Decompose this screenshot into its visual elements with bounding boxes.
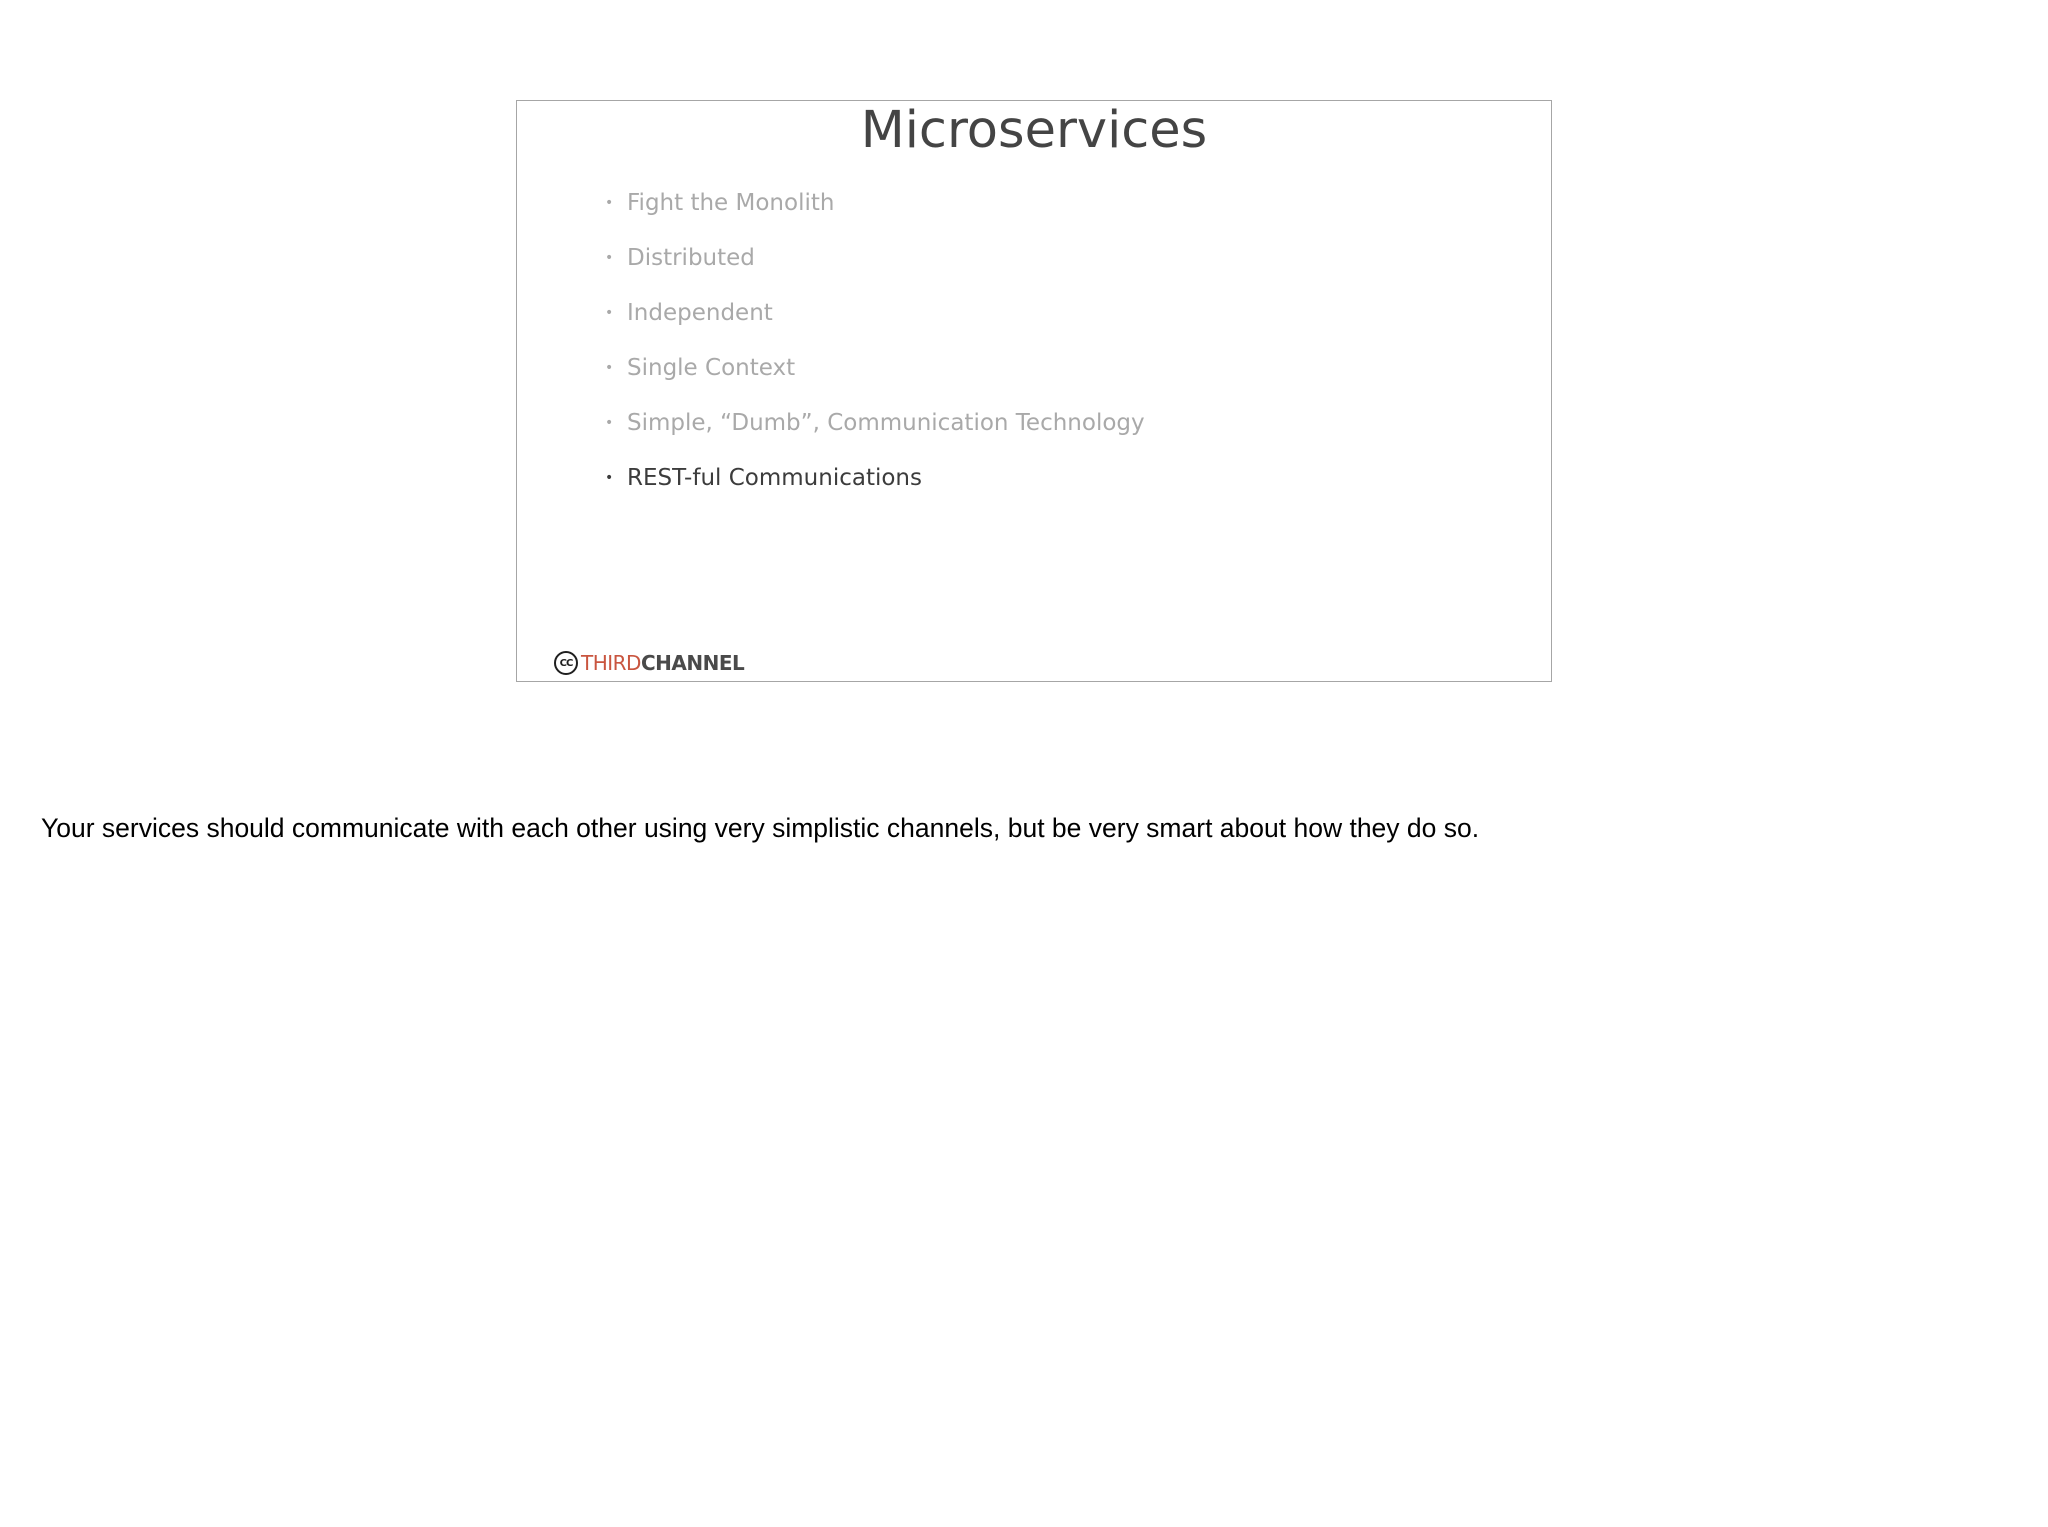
bullet-dot-icon: •	[605, 470, 614, 486]
bullet-item-active	[605, 461, 922, 495]
bullet-dot-icon: •	[605, 415, 614, 431]
bullet-label: Single Context	[627, 355, 796, 381]
bullet-label: Simple, “Dumb”, Communication Technology	[627, 410, 1145, 436]
presenter-notes: Your services should communicate with each other using very simplistic channels, but be very smart about how they do so.	[41, 813, 1480, 843]
bullet-label: Distributed	[627, 245, 755, 271]
bullet-item	[605, 186, 834, 220]
slide-title: Microservices	[860, 101, 1208, 160]
bullet-dot-icon: •	[605, 250, 614, 266]
bullet-dot-icon: •	[605, 305, 614, 321]
bullet-item	[605, 351, 795, 385]
logo-mark-icon: CC	[554, 651, 578, 675]
logo-word-channel: CHANNEL	[640, 651, 745, 675]
thirdchannel-logo	[554, 648, 744, 678]
bullet-item	[605, 406, 1145, 440]
bullet-label: Independent	[627, 300, 773, 326]
bullet-item	[605, 241, 755, 275]
bullet-item	[605, 296, 773, 330]
bullet-dot-icon: •	[605, 195, 614, 211]
bullet-label: Fight the Monolith	[627, 190, 835, 216]
bullet-dot-icon: •	[605, 360, 614, 376]
logo-word-third: THIRD	[581, 651, 641, 675]
bullet-label: REST-ful Communications	[627, 465, 922, 491]
